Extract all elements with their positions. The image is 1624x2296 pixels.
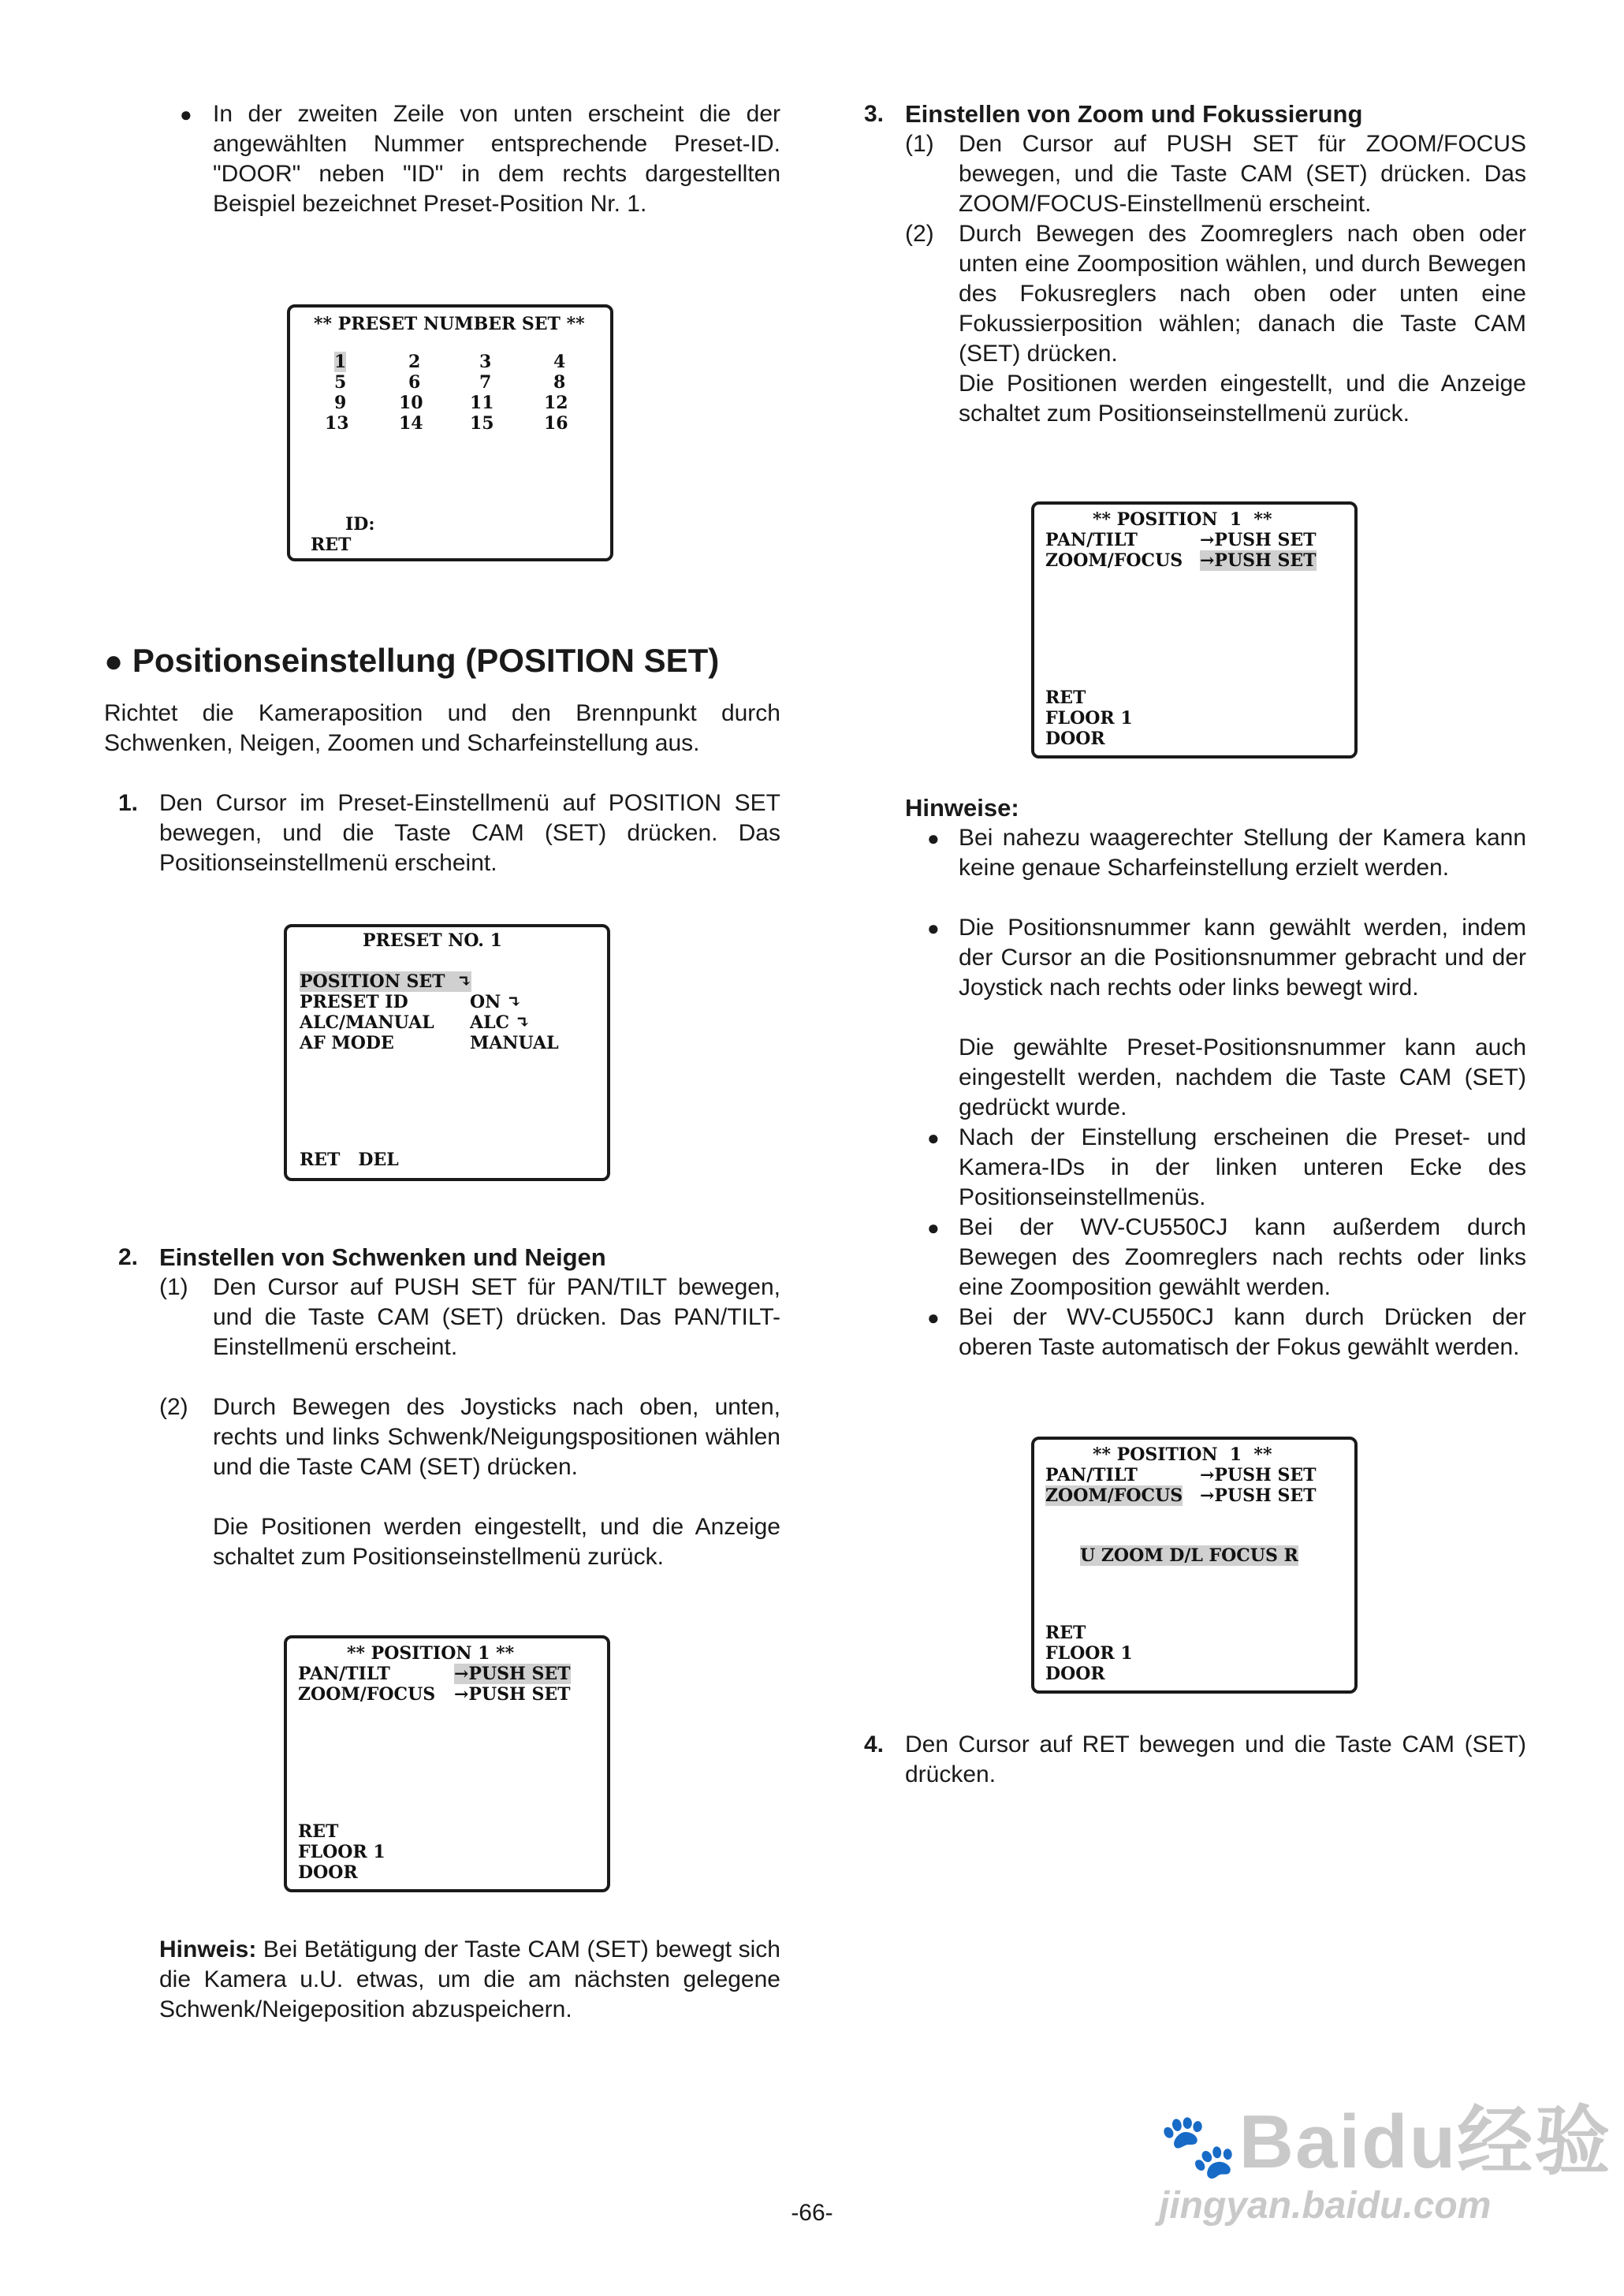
step-2-sub2-text: Durch Bewegen des Joysticks nach oben, unten, rechts und links Schwenk/Neigungspositionen wählen und die Taste CAM (SET) drücken. (213, 1394, 780, 1480)
hinweis-text-wrapper (159, 1935, 780, 2025)
preset-num-10: 10 (399, 393, 423, 413)
hinweis-label: Hinweis: (159, 1936, 257, 1962)
step-2-sub1-number: (1) (159, 1274, 188, 1300)
preset-num-4: 4 (553, 352, 566, 372)
baidu-watermark-logo: 🐾Baidu经验 (1159, 2100, 1612, 2184)
floor-label: FLOOR 1 (1045, 708, 1133, 729)
pan-tilt-label: PAN/TILT (1045, 1465, 1138, 1485)
screen-title: ** POSITION 1 ** (1093, 1444, 1272, 1465)
step-3-title: Einstellen von Zoom und Fokussierung (905, 100, 1363, 128)
preset-num-14: 14 (399, 413, 423, 434)
bullet-icon: ● (927, 1306, 940, 1329)
door-label: DOOR (1045, 729, 1105, 749)
menu-af-mode-value: MANUAL (470, 1033, 559, 1053)
preset-no-screen (284, 924, 610, 1181)
door-label: DOOR (298, 1862, 358, 1883)
note-2: Die Positionsnummer kann gewählt werden, indem der Cursor an die Positionsnummer gebracht und der Joystick nach rechts oder links bewegt wird. (959, 915, 1526, 1001)
menu-position-set: POSITION SET ↴ (300, 971, 472, 992)
floor-label: FLOOR 1 (298, 1842, 386, 1862)
pan-tilt-value: →PUSH SET (1200, 530, 1317, 550)
ret-label: RET (1045, 1623, 1086, 1643)
preset-num-3: 3 (479, 352, 492, 372)
menu-alc-manual-label: ALC/MANUAL (300, 1012, 434, 1033)
pan-tilt-label: PAN/TILT (298, 1664, 390, 1684)
bullet-icon: ● (927, 1126, 940, 1150)
step-2-sub1-text: Den Cursor auf PUSH SET für PAN/TILT bewegen, und die Taste CAM (SET) drücken. Das PAN/TILT-Einstellmenü erscheint. (213, 1274, 780, 1360)
step-1-number: 1. (118, 790, 139, 816)
ret-label: RET (298, 1821, 339, 1842)
bullet-icon: ● (927, 1216, 940, 1239)
screen-title: ** POSITION 1 ** (347, 1643, 515, 1664)
bullet-icon: ● (180, 102, 192, 126)
zoom-focus-hint: U ZOOM D/L FOCUS R (1080, 1545, 1298, 1566)
menu-preset-id-label: PRESET ID (300, 992, 408, 1012)
step-3-sub1-text: Den Cursor auf PUSH SET für ZOOM/FOCUS bewegen, und die Taste CAM (SET) drücken. Das ZOOM/FOCUS-Einstellmenü erscheint. (959, 131, 1526, 217)
section-title: ● Positionseinstellung (POSITION SET) (104, 642, 720, 679)
preset-num-6: 6 (408, 372, 421, 393)
preset-num-5: 5 (334, 372, 347, 393)
note-2b: Die gewählte Preset-Positionsnummer kann auch eingestellt werden, nachdem die Taste CAM (SET) gedrückt wurde. (959, 1034, 1526, 1120)
intro-bullet-text: In der zweiten Zeile von unten erscheint die der angewählten Nummer entsprechende Preset-ID. "DOOR" neben "ID" in dem rechts dargestellten Beispiel bezeichnet Preset-Position Nr. 1. (213, 101, 780, 217)
step-1-text: Den Cursor im Preset-Einstellmenü auf POSITION SET bewegen, und die Taste CAM (SET) drücken. Das Positionseinstellmenü erscheint. (159, 790, 780, 876)
bullet-icon: ● (927, 916, 940, 940)
step-3-number: 3. (864, 101, 885, 127)
position-screen-zoom-focus (1031, 501, 1358, 758)
preset-number-set-screen (287, 304, 613, 561)
floor-label: FLOOR 1 (1045, 1643, 1133, 1664)
page-number: -66- (791, 2200, 833, 2226)
preset-num-11: 11 (470, 393, 494, 413)
zoom-focus-label: ZOOM/FOCUS (298, 1684, 436, 1705)
preset-num-7: 7 (479, 372, 492, 393)
step-4-number: 4. (864, 1731, 885, 1757)
step-2-number: 2. (118, 1244, 139, 1270)
id-label: ID: (345, 514, 375, 535)
step-2-title: Einstellen von Schwenken und Neigen (159, 1243, 606, 1271)
step-3-sub2-text-b: Die Positionen werden eingestellt, und die Anzeige schaltet zum Positionseinstellmenü zurück. (959, 371, 1526, 427)
preset-num-2: 2 (408, 352, 421, 372)
hinweis-text: Bei Betätigung der Taste CAM (SET) bewegt sich die Kamera u.U. etwas, um die am nächsten gelegene Schwenk/Neigeposition abzuspeichern. (159, 1936, 780, 2022)
hinweise-title: Hinweise: (905, 794, 1019, 822)
zoom-focus-label: ZOOM/FOCUS (1045, 550, 1183, 571)
door-label: DOOR (1045, 1664, 1105, 1684)
note-4: Bei der WV-CU550CJ kann außerdem durch Bewegen des Zoomreglers nach rechts oder links eine Zoomposition gewählt werden. (959, 1214, 1526, 1300)
paw-icon: 🐾 (1159, 2111, 1239, 2181)
step-2-sub2-text-b: Die Positionen werden eingestellt, und die Anzeige schaltet zum Positionseinstellmenü zurück. (213, 1514, 780, 1570)
menu-alc-manual-value: ALC ↴ (470, 1012, 531, 1033)
screen-title: ** PRESET NUMBER SET ** (314, 314, 585, 334)
pan-tilt-value: →PUSH SET (454, 1664, 571, 1684)
preset-num-1: 1 (334, 352, 347, 372)
note-3: Nach der Einstellung erscheinen die Preset- und Kamera-IDs in der linken unteren Ecke des Positionseinstellmenüs. (959, 1124, 1526, 1210)
screen-title: PRESET NO. 1 (363, 930, 502, 951)
step-4-text: Den Cursor auf RET bewegen und die Taste CAM (SET) drücken. (905, 1731, 1526, 1787)
preset-num-13: 13 (325, 413, 349, 434)
pan-tilt-label: PAN/TILT (1045, 530, 1138, 550)
step-2-sub2-number: (2) (159, 1394, 188, 1420)
screen-title: ** POSITION 1 ** (1093, 509, 1272, 530)
menu-preset-id-value: ON ↴ (470, 992, 522, 1012)
position-screen-pan-tilt (284, 1635, 610, 1892)
step-3-sub1-number: (1) (905, 131, 934, 157)
preset-num-9: 9 (334, 393, 347, 413)
menu-af-mode-label: AF MODE (300, 1033, 394, 1053)
baidu-watermark-url: jingyan.baidu.com (1159, 2185, 1492, 2227)
preset-num-15: 15 (470, 413, 494, 434)
preset-num-12: 12 (544, 393, 568, 413)
step-3-sub2-number: (2) (905, 221, 934, 247)
ret-label: RET (1045, 688, 1086, 708)
step-3-sub2-text: Durch Bewegen des Zoomreglers nach oben oder unten eine Zoomposition wählen, und durch Bewegen des Fokusreglers nach oben oder unten eine Fokussierposition wählen; danach die Taste CAM (SET) drücken. (959, 221, 1526, 367)
screen-footer: RET DEL (300, 1150, 399, 1170)
zoom-focus-value: →PUSH SET (1200, 550, 1317, 571)
bullet-icon: ● (927, 826, 940, 850)
filled-circle-icon: ● (104, 644, 124, 679)
note-1: Bei nahezu waagerechter Stellung der Kamera kann keine genaue Scharfeinstellung erzielt werden. (959, 825, 1526, 881)
zoom-focus-label: ZOOM/FOCUS (1045, 1485, 1183, 1506)
pan-tilt-value: →PUSH SET (1200, 1465, 1317, 1485)
preset-num-8: 8 (553, 372, 566, 393)
section-intro: Richtet die Kameraposition und den Brennpunkt durch Schwenken, Neigen, Zoomen und Scharfeinstellung aus. (104, 700, 780, 756)
note-5: Bei der WV-CU550CJ kann durch Drücken der oberen Taste automatisch der Fokus gewählt werden. (959, 1304, 1526, 1360)
preset-num-16: 16 (544, 413, 568, 434)
zoom-focus-value: →PUSH SET (1200, 1485, 1317, 1506)
ret-label: RET (311, 535, 352, 555)
position-screen-zoom-focus-adjust (1031, 1437, 1358, 1694)
zoom-focus-value: →PUSH SET (454, 1684, 571, 1705)
arrow-down-icon: ↴ (456, 971, 472, 992)
